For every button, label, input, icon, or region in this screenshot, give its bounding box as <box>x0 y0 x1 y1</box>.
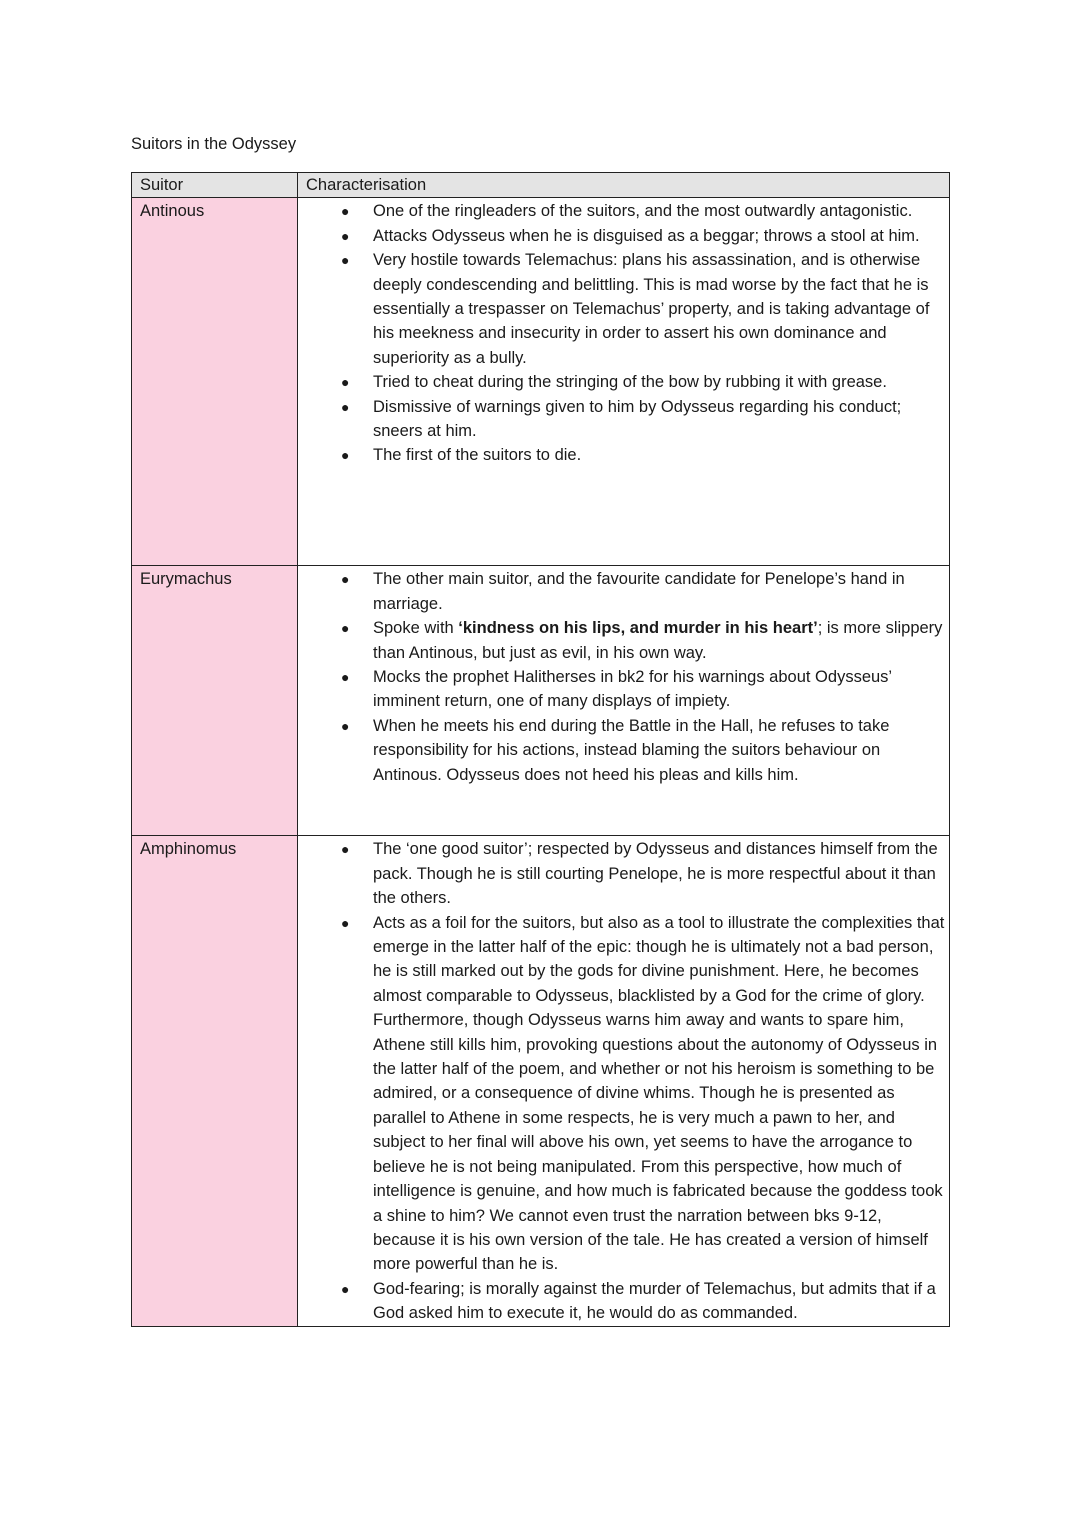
table-body <box>132 198 950 1326</box>
characterisation-cell <box>298 566 950 836</box>
point-text: Dismissive of warnings given to him by Odysseus regarding his conduct; sneers at him. <box>373 397 902 441</box>
characterisation-point <box>298 248 945 370</box>
table-header-row <box>132 173 950 198</box>
characterisation-cell <box>298 836 950 1326</box>
point-text: God-fearing; is morally against the murder of Telemachus, but admits that if a God asked him to execute it, he would do as commanded. <box>373 1279 936 1323</box>
table-row <box>132 198 950 566</box>
characterisation-list <box>298 199 945 467</box>
characterisation-cell <box>298 198 950 566</box>
point-text: Acts as a foil for the suitors, but also as a tool to illustrate the complexities that emerge in the latter half of the epic: though he is ultimately not a bad person, he is still marked out by the gods for divine punishment. Here, he becomes almost comparable to Odysseus, blacklisted by a God for the crime of glory. Furthermore, though Odysseus warns him away and wants to spare him, Athene still kills him, provoking questions about the autonomy of Odysseus in the latter half of the poem, and whether or not his heroism is something to be admired, or a consequence of divine whims. Though he is presented as parallel to Athene in some respects, he is very much a pawn to her, and subject to her final will above his own, yet seems to have the arrogance to believe he is not being manipulated. From this perspective, how much of intelligence is genuine, and how much is fabricated because the goddess took a shine to him? We cannot even trust the narration between bks 9-12, because it is his own version of the tale. He has created a version of himself more powerful than he is. <box>373 913 945 1274</box>
suitors-table <box>131 172 950 1327</box>
bullet-icon: ● <box>341 669 350 686</box>
characterisation-point <box>298 370 945 394</box>
point-text: Spoke with <box>373 619 459 638</box>
table-row <box>132 836 950 1326</box>
bullet-icon: ● <box>341 398 350 415</box>
bullet-icon: ● <box>341 717 350 734</box>
point-text: Attacks Odysseus when he is disguised as a beggar; throws a stool at him. <box>373 226 920 245</box>
characterisation-point <box>298 714 945 787</box>
bullet-icon: ● <box>341 252 350 269</box>
suitor-name: Eurymachus <box>132 566 298 836</box>
point-text: Very hostile towards Telemachus: plans his assassination, and is otherwise deeply condescending and belittling. This is mad worse by the fact that he is essentially a trespasser on Telemachus’ property, and is taking advantage of his meekness and insecurity in order to assert his own dominance and superiority as a bully. <box>373 251 930 367</box>
point-text: Tried to cheat during the stringing of the bow by rubbing it with grease. <box>373 373 887 392</box>
bullet-icon: ● <box>341 841 350 858</box>
characterisation-point <box>298 1277 945 1326</box>
point-text: When he meets his end during the Battle in the Hall, he refuses to take responsibility for his actions, instead blaming the suitors behaviour on Antinous. Odysseus does not heed his pleas and kills him. <box>373 716 890 784</box>
suitor-name: Amphinomus <box>132 836 298 1326</box>
document-title: Suitors in the Odyssey <box>131 135 297 153</box>
bullet-icon: ● <box>341 374 350 391</box>
characterisation-point <box>298 199 945 223</box>
header-suitor: Suitor <box>132 173 298 198</box>
bullet-icon: ● <box>341 203 350 220</box>
emphasis-quote: ‘kindness on his lips, and murder in his heart’ <box>458 619 818 638</box>
point-text: Mocks the prophet Halitherses in bk2 for his warnings about Odysseus’ imminent return, one of many displays of impiety. <box>373 668 892 711</box>
characterisation-point <box>298 224 945 248</box>
bullet-icon: ● <box>341 571 350 588</box>
characterisation-point <box>298 395 945 444</box>
bullet-icon: ● <box>341 620 350 637</box>
point-text: ; is more slippery than Antinous, but just as evil, in his own way. <box>373 619 943 662</box>
point-text: The first of the suitors to die. <box>373 446 582 465</box>
characterisation-point <box>298 911 945 1277</box>
point-text: The other main suitor, and the favourite candidate for Penelope’s hand in marriage. <box>373 570 905 613</box>
characterisation-point <box>298 665 945 714</box>
characterisation-list <box>298 567 945 787</box>
table-row <box>132 566 950 836</box>
characterisation-point <box>298 567 945 616</box>
bullet-icon: ● <box>341 227 350 244</box>
point-text: The ‘one good suitor’; respected by Odysseus and distances himself from the pack. Though he is still courting Penelope, he is more respectful about it than the others. <box>373 840 938 908</box>
bullet-icon: ● <box>341 1280 350 1297</box>
point-text: One of the ringleaders of the suitors, and the most outwardly antagonistic. <box>373 202 913 221</box>
bullet-icon: ● <box>341 447 350 464</box>
suitor-name: Antinous <box>132 198 298 566</box>
characterisation-point <box>298 616 945 665</box>
characterisation-point <box>298 443 945 467</box>
characterisation-point <box>298 837 945 910</box>
bullet-icon: ● <box>341 914 350 931</box>
characterisation-list <box>298 837 945 1325</box>
header-characterisation: Characterisation <box>298 173 950 198</box>
